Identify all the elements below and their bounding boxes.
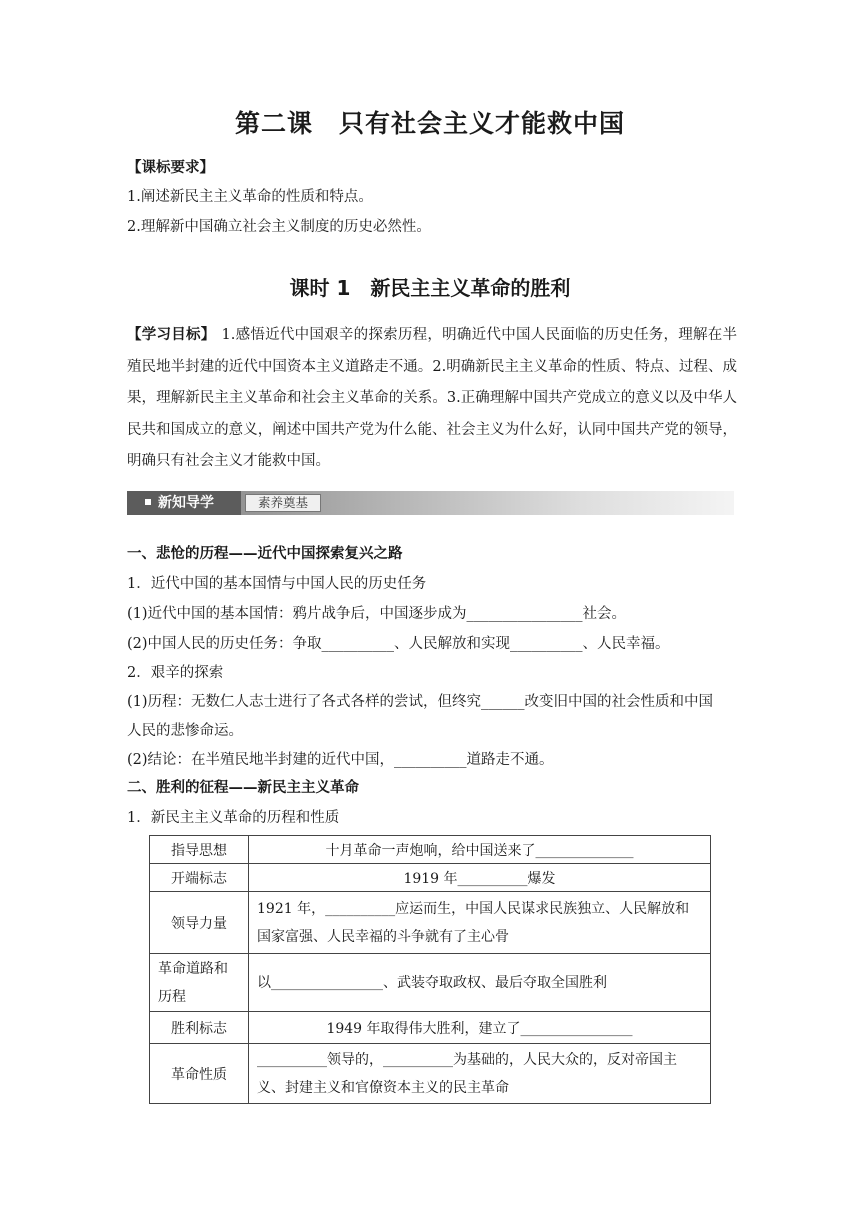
period-title: 课时 1 新民主主义革命的胜利 [289, 276, 571, 300]
learning-goals [127, 320, 737, 478]
section-1-item-2b: (2)结论：在半殖民地半封建的近代中国，__________道路走不通。 [127, 752, 554, 768]
table-row [150, 1044, 711, 1104]
table-row [150, 836, 711, 864]
table-row-content: 十月革命一声炮响，给中国送来了______________ [249, 836, 711, 864]
section-banner [127, 491, 734, 515]
section-1-item-2a-line2: 人民的悲惨命运。 [127, 723, 243, 739]
section-1-title: 一、悲怆的历程——近代中国探索复兴之路 [127, 546, 403, 562]
table-row-label: 开端标志 [150, 864, 249, 892]
table-row-content: 1949 年取得伟大胜利，建立了________________ [249, 1012, 711, 1044]
banner-sub-label: 素养奠基 [245, 494, 321, 512]
section-1-item-2a-line1: (1)历程：无数仁人志士进行了各式各样的尝试，但终究______改变旧中国的社会性质和中国 [127, 694, 714, 710]
section-1-item-1a: (1)近代中国的基本国情：鸦片战争后，中国逐步成为________________社会。 [127, 606, 627, 622]
table-row-label: 指导思想 [150, 836, 249, 864]
lesson-title: 第二课 只有社会主义才能救中国 [234, 109, 625, 138]
table-row-label: 革命道路和历程 [150, 954, 249, 1012]
standards-label: 【课标要求】 [127, 160, 214, 176]
section-2-item-1: 1．新民主主义革命的历程和性质 [127, 810, 340, 826]
section-2-title: 二、胜利的征程——新民主主义革命 [127, 780, 359, 796]
table-row [150, 864, 711, 892]
table-row-content: 1921 年，__________应运而生，中国人民谋求民族独立、人民解放和国家富强、人民幸福的斗争就有了主心骨 [249, 892, 711, 954]
table-row-label: 革命性质 [150, 1044, 249, 1104]
goals-label: 【学习目标】 [127, 327, 216, 343]
banner-main-text: 新知导学 [158, 495, 214, 511]
table-row [150, 892, 711, 954]
standard-item-1: 1.阐述新民主主义革命的性质和特点。 [127, 189, 373, 205]
table-row [150, 954, 711, 1012]
banner-main-label [127, 491, 241, 515]
square-bullet-icon [145, 499, 151, 505]
goals-text: 1.感悟近代中国艰辛的探索历程，明确近代中国人民面临的历史任务，理解在半殖民地半封建的近代中国资本主义道路走不通。2.明确新民主主义革命的性质、特点、过程、成果，理解新民主主义革命和社会主义革命的关系。3.正确理解中国共产党成立的意义以及中华人民共和国成立的意义，阐述中国共产党为什么能、社会主义为什么好，认同中国共产党的领导，明确只有社会主义才能救中国。 [127, 327, 737, 469]
table-row-content: 以________________、武装夺取政权、最后夺取全国胜利 [249, 954, 711, 1012]
table-row-label: 领导力量 [150, 892, 249, 954]
standard-item-2: 2.理解新中国确立社会主义制度的历史必然性。 [127, 219, 431, 235]
table-row-content: 1919 年__________爆发 [249, 864, 711, 892]
revolution-table [149, 835, 711, 1104]
section-1-item-1b: (2)中国人民的历史任务：争取__________、人民解放和实现__________、人民幸福。 [127, 636, 670, 652]
table-row [150, 1012, 711, 1044]
section-1-item-2: 2．艰辛的探索 [127, 665, 224, 681]
table-row-content: __________领导的，__________为基础的，人民大众的，反对帝国主义、封建主义和官僚资本主义的民主革命 [249, 1044, 711, 1104]
section-1-item-1: 1．近代中国的基本国情与中国人民的历史任务 [127, 576, 427, 592]
table-row-label: 胜利标志 [150, 1012, 249, 1044]
